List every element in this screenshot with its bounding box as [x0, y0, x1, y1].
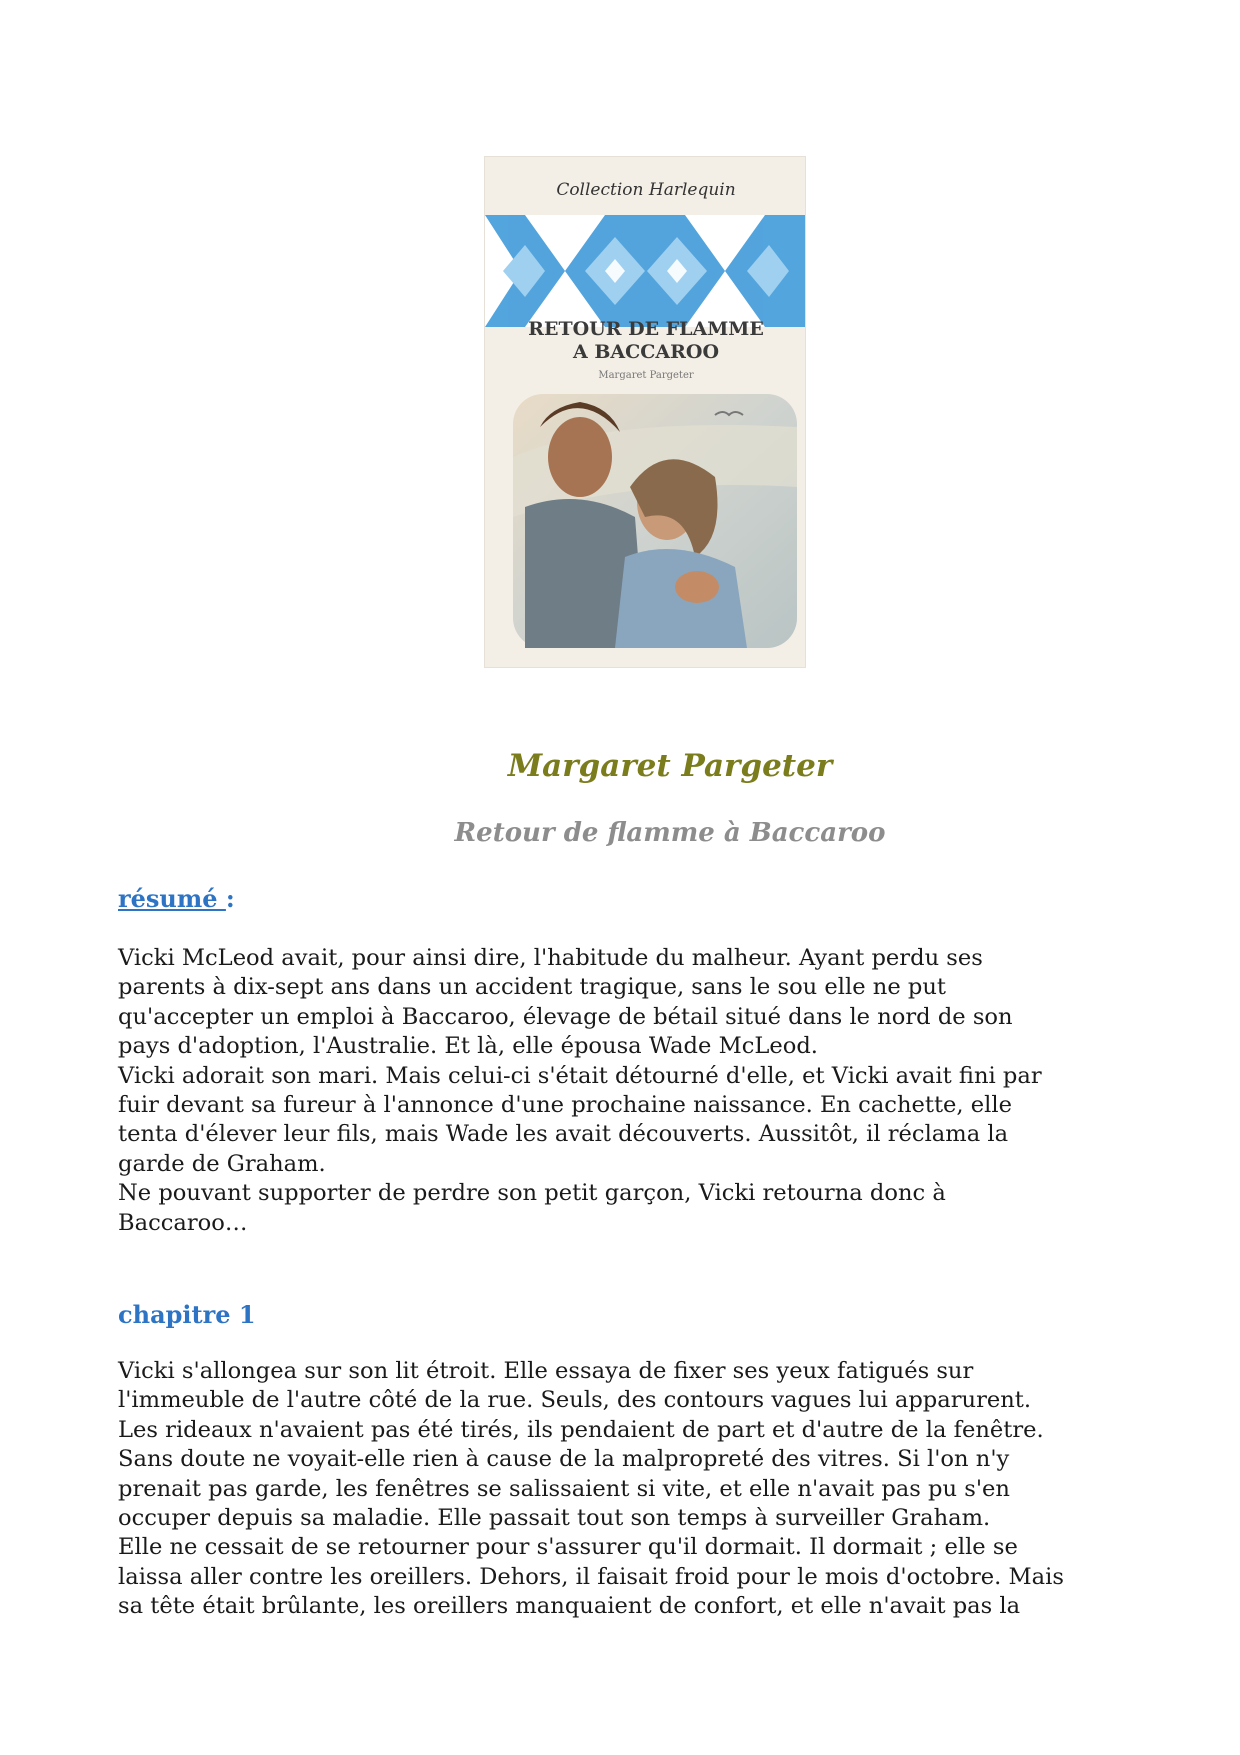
chapter-paragraph — [118, 1357, 1138, 1622]
resume-line: pays d'adoption, l'Australie. Et là, elle épousa Wade McLeod. — [118, 1033, 818, 1060]
resume-line: fuir devant sa fureur à l'annonce d'une prochaine naissance. En cachette, elle — [118, 1092, 1012, 1119]
resume-paragraph — [118, 944, 1138, 1238]
chapter-line: Sans doute ne voyait-elle rien à cause de la malpropreté des vitres. Si l'on n'y — [118, 1446, 1010, 1473]
resume-heading-label: résumé — [118, 884, 226, 913]
cover-author-text: Margaret Pargeter — [598, 370, 694, 381]
chapter-line: sa tête était brûlante, les oreillers manquaient de confort, et elle n'avait pas la — [118, 1593, 1021, 1620]
chapter-line: Elle ne cessait de se retourner pour s'assurer qu'il dormait. Il dormait ; elle se — [118, 1534, 1018, 1561]
chapter-line: prenait pas garde, les fenêtres se salissaient si vite, et elle n'avait pas pu s'en — [118, 1475, 1010, 1502]
resume-line: parents à dix-sept ans dans un accident tragique, sans le sou elle ne put — [118, 974, 946, 1001]
chapter-heading: chapitre 1 — [118, 1300, 256, 1329]
resume-line: Baccaroo… — [118, 1209, 248, 1236]
chapter-line: l'immeuble de l'autre côté de la rue. Seuls, des contours vagues lui apparurent. — [118, 1387, 1032, 1414]
cover-title-line2: A BACCAROO — [572, 341, 720, 363]
chapter-line: laissa aller contre les oreillers. Dehors, il faisait froid pour le mois d'octobre. Mais — [118, 1563, 1064, 1590]
resume-heading-colon: : — [225, 884, 235, 913]
book-cover-image — [484, 156, 806, 668]
author-name: Margaret Pargeter — [507, 748, 833, 784]
resume-line: Ne pouvant supporter de perdre son petit garçon, Vicki retourna donc à — [118, 1180, 946, 1207]
resume-line: Vicki McLeod avait, pour ainsi dire, l'habitude du malheur. Ayant perdu ses — [118, 945, 983, 971]
resume-line: garde de Graham. — [118, 1150, 326, 1177]
cover-collection-text: Collection Harlequin — [556, 180, 736, 200]
cover-title-line1: RETOUR DE FLAMME — [528, 318, 764, 340]
resume-heading — [118, 884, 235, 913]
resume-line: qu'accepter un emploi à Baccaroo, élevage de bétail situé dans le nord de son — [118, 1003, 1013, 1030]
chapter-line: Vicki s'allongea sur son lit étroit. Elle essaya de fixer ses yeux fatigués sur — [118, 1358, 974, 1384]
resume-line: tenta d'élever leur fils, mais Wade les avait découverts. Aussitôt, il réclama la — [118, 1121, 1009, 1148]
resume-line: Vicki adorait son mari. Mais celui-ci s'était détourné d'elle, et Vicki avait fini par — [118, 1062, 1042, 1089]
chapter-line: Les rideaux n'avaient pas été tirés, ils pendaient de part et d'autre de la fenêtre. — [118, 1416, 1044, 1443]
chapter-line: occuper depuis sa maladie. Elle passait tout son temps à surveiller Graham. — [118, 1505, 991, 1532]
book-title: Retour de flamme à Baccaroo — [454, 818, 886, 848]
